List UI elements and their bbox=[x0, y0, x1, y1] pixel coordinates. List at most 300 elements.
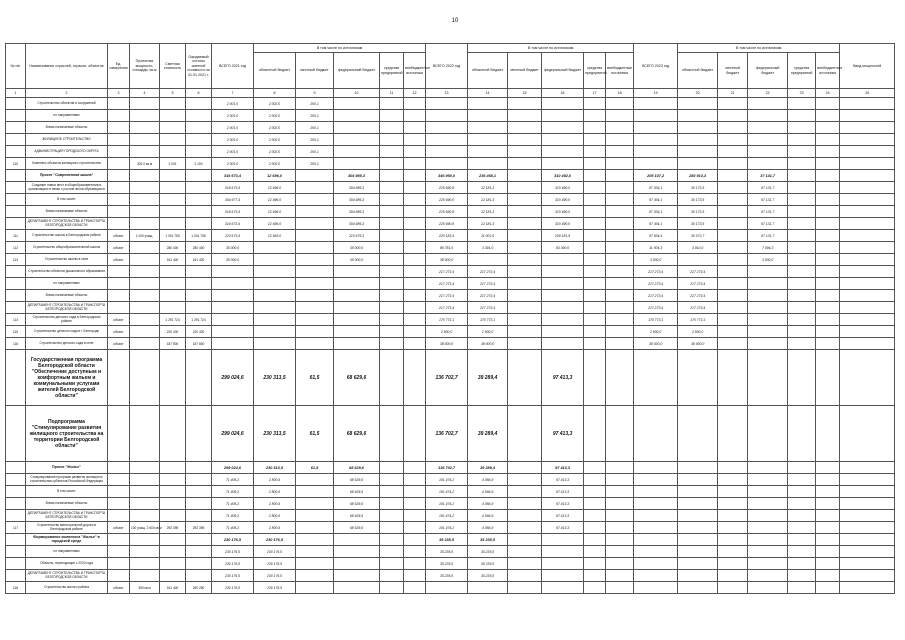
row-value bbox=[634, 558, 678, 570]
row-value bbox=[748, 266, 788, 278]
row-value bbox=[468, 254, 508, 266]
row-number bbox=[6, 218, 26, 230]
row-value: 3 391,0 bbox=[468, 242, 508, 254]
row-value bbox=[380, 158, 404, 170]
row-value bbox=[606, 218, 634, 230]
row-value bbox=[296, 242, 334, 254]
row-value bbox=[108, 406, 130, 462]
row-value bbox=[542, 98, 584, 110]
row-value bbox=[816, 486, 840, 498]
row-value bbox=[840, 134, 895, 146]
row-value bbox=[296, 570, 334, 582]
row-value bbox=[606, 110, 634, 122]
row-value bbox=[130, 462, 160, 474]
row-value bbox=[816, 474, 840, 486]
row-value bbox=[816, 242, 840, 254]
row-value bbox=[840, 122, 895, 134]
row-name: Строительство магистральной дороги в Белгородском районе bbox=[26, 522, 108, 534]
row-value bbox=[584, 254, 606, 266]
row-value bbox=[718, 534, 748, 546]
row-value bbox=[404, 278, 426, 290]
row-value bbox=[542, 546, 584, 558]
row-value bbox=[718, 462, 748, 474]
header-sources-2021: В том числе по источникам bbox=[254, 44, 426, 53]
row-value bbox=[508, 314, 542, 326]
row-value bbox=[380, 350, 404, 406]
row-value bbox=[816, 582, 840, 594]
row-value bbox=[404, 206, 426, 218]
row-value bbox=[334, 570, 380, 582]
row-value bbox=[816, 122, 840, 134]
row-value bbox=[380, 170, 404, 182]
row-value: 3 000,0 bbox=[634, 254, 678, 266]
column-number: 1 bbox=[6, 89, 26, 98]
column-number: 23 bbox=[788, 89, 816, 98]
header-extra: внебюджетные источники bbox=[404, 53, 426, 89]
row-value bbox=[380, 218, 404, 230]
row-value bbox=[508, 522, 542, 534]
table-row bbox=[6, 98, 895, 110]
row-value: 67 131,7 bbox=[748, 218, 788, 230]
row-value: 67 131,7 bbox=[748, 194, 788, 206]
row-value: 4 056,9 bbox=[468, 474, 508, 486]
row-value bbox=[634, 462, 678, 474]
row-value: 4 056,9 bbox=[468, 522, 508, 534]
row-value bbox=[542, 134, 584, 146]
row-value bbox=[130, 134, 160, 146]
row-name: Вновь начинаемые объекты bbox=[26, 122, 108, 134]
row-value bbox=[788, 350, 816, 406]
row-value bbox=[542, 266, 584, 278]
row-value bbox=[108, 170, 130, 182]
row-value bbox=[678, 582, 718, 594]
row-value: 230 176,5 bbox=[254, 558, 296, 570]
row-value bbox=[380, 98, 404, 110]
row-value: 230 313,5 bbox=[254, 462, 296, 474]
row-value: объект bbox=[108, 326, 130, 338]
row-value: 161 400 bbox=[186, 254, 212, 266]
row-value: 292 395 bbox=[160, 522, 186, 534]
row-value: 12 181,3 bbox=[468, 194, 508, 206]
row-value bbox=[718, 474, 748, 486]
row-value bbox=[634, 570, 678, 582]
row-value: 217 273,4 bbox=[426, 266, 468, 278]
row-value: 35 235,5 bbox=[426, 570, 468, 582]
table-row bbox=[6, 290, 895, 302]
row-value bbox=[508, 110, 542, 122]
row-value bbox=[788, 98, 816, 110]
row-value bbox=[840, 534, 895, 546]
row-value bbox=[508, 194, 542, 206]
row-value: 209 181,9 bbox=[542, 230, 584, 242]
row-value: 35 235,5 bbox=[426, 534, 468, 546]
row-value bbox=[584, 206, 606, 218]
table-row bbox=[6, 110, 895, 122]
row-value bbox=[678, 98, 718, 110]
row-value bbox=[748, 570, 788, 582]
row-value bbox=[404, 558, 426, 570]
row-value bbox=[508, 242, 542, 254]
row-value bbox=[634, 98, 678, 110]
row-value: 200,1 bbox=[296, 122, 334, 134]
row-value: 4 056,9 bbox=[468, 486, 508, 498]
row-value: 350 кв.м bbox=[130, 582, 160, 594]
row-value bbox=[816, 290, 840, 302]
row-value: 71 405,2 bbox=[212, 486, 254, 498]
row-value bbox=[542, 110, 584, 122]
header-name: Наименование отраслей, отрасли, объектов bbox=[26, 44, 108, 89]
column-number: 2 bbox=[26, 89, 108, 98]
row-value bbox=[296, 510, 334, 522]
row-value: 38 000,0 bbox=[426, 254, 468, 266]
row-value bbox=[130, 170, 160, 182]
row-number bbox=[6, 134, 26, 146]
row-value bbox=[840, 510, 895, 522]
row-value: объект bbox=[108, 338, 130, 350]
row-value bbox=[508, 534, 542, 546]
row-value bbox=[508, 98, 542, 110]
row-value bbox=[508, 326, 542, 338]
row-value bbox=[788, 326, 816, 338]
row-value: 230 176,5 bbox=[212, 582, 254, 594]
row-name: В том числе: bbox=[26, 486, 108, 498]
row-value: 292 395 bbox=[186, 522, 212, 534]
row-value bbox=[160, 350, 186, 406]
row-value bbox=[718, 570, 748, 582]
row-number bbox=[6, 110, 26, 122]
table-row bbox=[6, 278, 895, 290]
row-value bbox=[508, 338, 542, 350]
column-number-row bbox=[6, 89, 895, 98]
row-value: 1 291 724 bbox=[160, 314, 186, 326]
row-value: 3 910,0 bbox=[678, 242, 718, 254]
row-value: 37 141,7 bbox=[748, 170, 788, 182]
row-value bbox=[380, 122, 404, 134]
row-value: 12 181,3 bbox=[468, 182, 508, 194]
row-value: 68 629,6 bbox=[334, 406, 380, 462]
row-value bbox=[678, 474, 718, 486]
row-number: 111 bbox=[6, 230, 26, 242]
row-value bbox=[186, 474, 212, 486]
row-value bbox=[678, 158, 718, 170]
table-row bbox=[6, 510, 895, 522]
row-value bbox=[748, 498, 788, 510]
row-value bbox=[584, 242, 606, 254]
row-value: 2 002,0 bbox=[254, 98, 296, 110]
row-value bbox=[840, 522, 895, 534]
row-value bbox=[380, 182, 404, 194]
row-value: 217 273,4 bbox=[468, 302, 508, 314]
row-value bbox=[788, 558, 816, 570]
row-value bbox=[468, 134, 508, 146]
row-value: 187 800 bbox=[160, 338, 186, 350]
row-value bbox=[296, 206, 334, 218]
column-number: 20 bbox=[678, 89, 718, 98]
row-value bbox=[108, 194, 130, 206]
row-value bbox=[130, 98, 160, 110]
row-value bbox=[160, 510, 186, 522]
row-value: 68 629,6 bbox=[334, 498, 380, 510]
row-value bbox=[380, 302, 404, 314]
table-row bbox=[6, 194, 895, 206]
row-value: 217 273,4 bbox=[426, 302, 468, 314]
row-value bbox=[130, 194, 160, 206]
row-value bbox=[508, 146, 542, 158]
row-value bbox=[508, 266, 542, 278]
row-value: 2 001,0 bbox=[212, 146, 254, 158]
row-value bbox=[160, 218, 186, 230]
row-value bbox=[634, 350, 678, 406]
row-value bbox=[186, 134, 212, 146]
row-value bbox=[634, 406, 678, 462]
row-value bbox=[718, 290, 748, 302]
row-value bbox=[840, 570, 895, 582]
row-value bbox=[788, 182, 816, 194]
row-value bbox=[634, 534, 678, 546]
row-value bbox=[404, 182, 426, 194]
row-value: 2 001,0 bbox=[212, 122, 254, 134]
row-value bbox=[788, 570, 816, 582]
row-value bbox=[788, 522, 816, 534]
page-number: 10 bbox=[451, 18, 459, 24]
row-value bbox=[606, 534, 634, 546]
row-value bbox=[788, 302, 816, 314]
row-value: 1 001 755 bbox=[160, 230, 186, 242]
row-value: 302,0 кв.м bbox=[130, 158, 160, 170]
table-row bbox=[6, 474, 895, 486]
row-value bbox=[380, 266, 404, 278]
row-value bbox=[130, 242, 160, 254]
row-value bbox=[160, 194, 186, 206]
row-value bbox=[678, 146, 718, 158]
table-row bbox=[6, 146, 895, 158]
table-row bbox=[6, 122, 895, 134]
row-value bbox=[108, 302, 130, 314]
column-number: 14 bbox=[468, 89, 508, 98]
row-value: 101 474,2 bbox=[426, 474, 468, 486]
row-value bbox=[404, 110, 426, 122]
row-value bbox=[606, 230, 634, 242]
row-value bbox=[426, 98, 468, 110]
column-number: 25 bbox=[840, 89, 895, 98]
row-value bbox=[718, 406, 748, 462]
row-value bbox=[186, 350, 212, 406]
header-enterprises: средства предприятий bbox=[584, 53, 606, 89]
header-unit: Ед. измерения bbox=[108, 44, 130, 89]
row-value: 217 273,4 bbox=[468, 278, 508, 290]
row-value bbox=[404, 582, 426, 594]
column-number: 7 bbox=[212, 89, 254, 98]
row-value bbox=[718, 486, 748, 498]
row-value bbox=[212, 290, 254, 302]
row-value bbox=[426, 110, 468, 122]
row-value: 101 474,2 bbox=[426, 498, 468, 510]
row-value: 304 977,4 bbox=[212, 194, 254, 206]
header-total-2023: ВСЕГО 2023 год bbox=[634, 44, 678, 89]
row-value bbox=[404, 486, 426, 498]
row-value bbox=[380, 570, 404, 582]
row-value bbox=[508, 558, 542, 570]
row-value bbox=[542, 570, 584, 582]
row-value bbox=[678, 510, 718, 522]
row-value bbox=[130, 546, 160, 558]
row-number bbox=[6, 266, 26, 278]
row-value bbox=[840, 486, 895, 498]
row-value bbox=[108, 218, 130, 230]
row-value: 230 313,5 bbox=[254, 350, 296, 406]
row-value bbox=[130, 406, 160, 462]
row-value bbox=[816, 510, 840, 522]
row-value bbox=[788, 462, 816, 474]
row-name: по направлениям bbox=[26, 546, 108, 558]
row-value bbox=[334, 534, 380, 546]
row-value bbox=[334, 122, 380, 134]
row-value bbox=[840, 278, 895, 290]
row-value bbox=[404, 122, 426, 134]
row-value bbox=[816, 158, 840, 170]
row-value bbox=[160, 110, 186, 122]
header-federal: федеральный бюджет bbox=[748, 53, 788, 89]
row-value bbox=[606, 314, 634, 326]
row-value bbox=[584, 194, 606, 206]
table-row bbox=[6, 230, 895, 242]
row-value bbox=[840, 302, 895, 314]
row-name: Строительство общеобразовательной школы bbox=[26, 242, 108, 254]
header-enterprises: средства предприятий bbox=[380, 53, 404, 89]
row-value: 2 800,6 bbox=[254, 510, 296, 522]
row-value bbox=[380, 134, 404, 146]
row-number bbox=[6, 462, 26, 474]
row-value bbox=[130, 182, 160, 194]
row-value: 2 001,0 bbox=[212, 98, 254, 110]
row-value bbox=[130, 486, 160, 498]
row-value: объект bbox=[108, 254, 130, 266]
row-value: 12 693,0 bbox=[254, 230, 296, 242]
row-value bbox=[468, 158, 508, 170]
row-value bbox=[108, 546, 130, 558]
row-value: 260 250 bbox=[186, 582, 212, 594]
row-value: 310 490,0 bbox=[542, 182, 584, 194]
column-number: 9 bbox=[296, 89, 334, 98]
row-value bbox=[816, 134, 840, 146]
row-value: 310 490,0 bbox=[542, 194, 584, 206]
row-value: 230 176,5 bbox=[254, 582, 296, 594]
row-value bbox=[542, 278, 584, 290]
row-value bbox=[160, 570, 186, 582]
row-value bbox=[186, 110, 212, 122]
row-value bbox=[508, 230, 542, 242]
row-value: 4 056,9 bbox=[468, 510, 508, 522]
column-number: 11 bbox=[380, 89, 404, 98]
row-value: 97 413,3 bbox=[542, 474, 584, 486]
row-value bbox=[542, 534, 584, 546]
row-value bbox=[748, 534, 788, 546]
row-value bbox=[380, 522, 404, 534]
row-value: 101 474,2 bbox=[426, 486, 468, 498]
row-value: 2 002,0 bbox=[254, 122, 296, 134]
row-value bbox=[788, 582, 816, 594]
row-value bbox=[380, 474, 404, 486]
row-value bbox=[296, 534, 334, 546]
row-value: 316 673,4 bbox=[212, 170, 254, 182]
row-value bbox=[380, 462, 404, 474]
row-value bbox=[404, 134, 426, 146]
row-value bbox=[718, 122, 748, 134]
row-value bbox=[606, 170, 634, 182]
row-value bbox=[160, 406, 186, 462]
row-value: 1 291 724 bbox=[186, 314, 212, 326]
row-value bbox=[584, 326, 606, 338]
table-row bbox=[6, 350, 895, 406]
row-value bbox=[748, 110, 788, 122]
row-name: ДЕПАРТАМЕНТ СТРОИТЕЛЬСТВА И ТРАНСПОРТА БЕЛГОРОДСКОЙ ОБЛАСТИ bbox=[26, 570, 108, 582]
row-value: 11 001,5 bbox=[468, 230, 508, 242]
row-value bbox=[718, 254, 748, 266]
row-value bbox=[186, 558, 212, 570]
row-value bbox=[334, 134, 380, 146]
row-value bbox=[634, 134, 678, 146]
row-value bbox=[718, 522, 748, 534]
row-value bbox=[334, 546, 380, 558]
row-value bbox=[634, 522, 678, 534]
row-value bbox=[334, 278, 380, 290]
row-value: 217 273,4 bbox=[678, 302, 718, 314]
row-value bbox=[108, 486, 130, 498]
row-value bbox=[816, 570, 840, 582]
row-value bbox=[508, 254, 542, 266]
row-value bbox=[508, 462, 542, 474]
row-value bbox=[186, 302, 212, 314]
row-number: 116 bbox=[6, 338, 26, 350]
row-value bbox=[816, 350, 840, 406]
row-value bbox=[748, 122, 788, 134]
row-value: 3 000,0 bbox=[748, 254, 788, 266]
table-row bbox=[6, 134, 895, 146]
row-value: 217 273,4 bbox=[678, 266, 718, 278]
row-value bbox=[584, 146, 606, 158]
row-value: 304 985,3 bbox=[334, 182, 380, 194]
row-value bbox=[678, 254, 718, 266]
row-value bbox=[508, 546, 542, 558]
row-value: 12 996,0 bbox=[254, 194, 296, 206]
row-value bbox=[542, 122, 584, 134]
row-value bbox=[840, 314, 895, 326]
table-row bbox=[6, 302, 895, 314]
row-value: 217 273,4 bbox=[468, 290, 508, 302]
row-value bbox=[186, 278, 212, 290]
row-value bbox=[788, 158, 816, 170]
table-row bbox=[6, 314, 895, 326]
row-value: 230 176,5 bbox=[212, 558, 254, 570]
row-value bbox=[296, 194, 334, 206]
table-row bbox=[6, 582, 895, 594]
row-value bbox=[130, 510, 160, 522]
row-value bbox=[816, 498, 840, 510]
column-number: 16 bbox=[542, 89, 584, 98]
row-value bbox=[816, 110, 840, 122]
row-value bbox=[404, 474, 426, 486]
row-value: 280 400 bbox=[186, 242, 212, 254]
row-name: ДЕПАРТАМЕНТ СТРОИТЕЛЬСТВА И ТРАНСПОРТА БЕЛГОРОДСКОЙ ОБЛАСТИ bbox=[26, 510, 108, 522]
row-value bbox=[130, 122, 160, 134]
row-value bbox=[404, 534, 426, 546]
row-value bbox=[584, 278, 606, 290]
row-value bbox=[508, 498, 542, 510]
row-value: 97 504,4 bbox=[634, 230, 678, 242]
row-value bbox=[584, 314, 606, 326]
row-value bbox=[108, 558, 130, 570]
table-row bbox=[6, 338, 895, 350]
